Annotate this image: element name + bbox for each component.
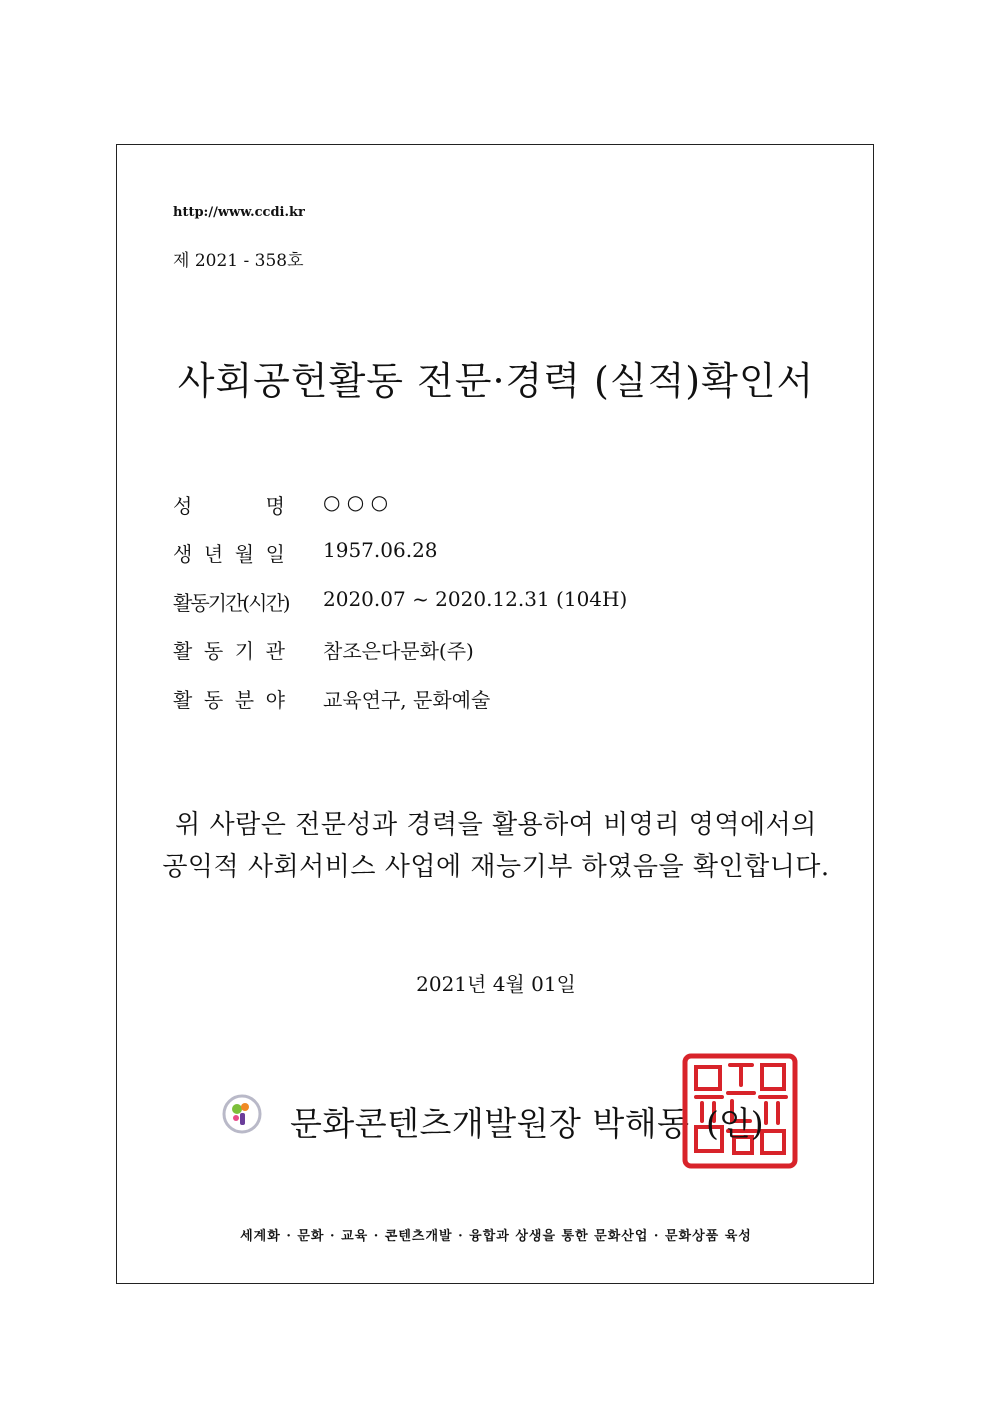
page-title: 사회공헌활동 전문·경력 (실적)확인서	[177, 359, 815, 403]
field-value-birthdate: 1957.06.28	[323, 538, 438, 562]
field-value-field: 교육연구, 문화예술	[323, 688, 491, 712]
field-value-name: ○ ○ ○	[323, 490, 389, 514]
field-label-field: 활 동 분 야	[173, 688, 285, 712]
footer-slogan: 세계화 · 문화 · 교육 · 콘텐츠개발 · 융합과 상생을 통한 문화산업 · 문화상품 육성	[240, 1229, 752, 1244]
field-label-organization: 활 동 기 관	[173, 639, 285, 663]
document-number: 제 2021 - 358호	[173, 251, 304, 271]
ccdi-logo-icon	[222, 1094, 262, 1134]
field-value-organization: 참조은다문화(주)	[323, 639, 474, 663]
field-value-period: 2020.07 ~ 2020.12.31 (104H)	[323, 587, 628, 611]
field-label-name: 성 명	[173, 494, 285, 518]
website-url: http://www.ccdi.kr	[173, 205, 305, 220]
signer-name: 문화콘텐츠개발원장 박해동	[290, 1104, 690, 1143]
issue-date: 2021년 4월 01일	[416, 972, 576, 996]
statement-line-1: 위 사람은 전문성과 경력을 활용하여 비영리 영역에서의	[175, 810, 817, 840]
field-label-birthdate: 생 년 월 일	[173, 542, 285, 566]
seal-mark: (인)	[706, 1104, 764, 1143]
statement-line-2: 공익적 사회서비스 사업에 재능기부 하였음을 확인합니다.	[162, 852, 830, 882]
field-label-period: 활동기간(시간)	[173, 591, 289, 615]
